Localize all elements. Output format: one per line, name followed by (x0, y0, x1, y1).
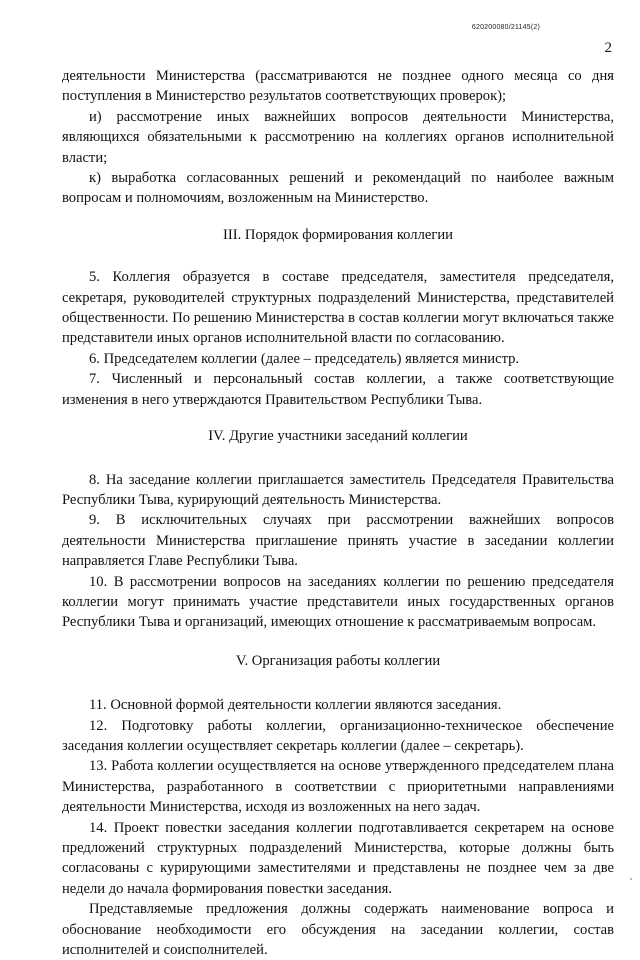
page-number: 2 (604, 40, 612, 56)
paragraph-item-i: и) рассмотрение иных важнейших вопросов деятельности Министерства, являющихся обязательными к рассмотрению на коллегиях органов исполнительной власти; (62, 108, 614, 166)
paragraph-14: 14. Проект повестки заседания коллегии подготавливается секретарем на основе предложений структурных подразделений Министерства, которые должны быть согласованы с курирующими заместителями и представлены не позднее чем за две недели до начала формирования повестки заседания. (62, 819, 614, 897)
paragraph-11: 11. Основной формой деятельности коллегии являются заседания. (89, 697, 502, 714)
paragraph-6: 6. Председателем коллегии (далее – председатель) является министр. (89, 350, 520, 367)
paragraph-continuation: деятельности Министерства (рассматриваются не позднее одного месяца со дня поступления в Министерство результатов соответствующих проверок); (62, 68, 614, 105)
section-heading-3: III. Порядок формирования коллегии (223, 226, 453, 243)
paragraph-5: 5. Коллегия образуется в составе председателя, заместителя председателя, секретаря, руководителей структурных подразделений Министерства, представителей общественности. По решению Министерства в состав коллегии могут включаться также представители иных органов исполнительной власти по согласованию. (62, 269, 614, 347)
paragraph-item-k: к) выработка согласованных решений и рекомендаций по наиболее важным вопросам и полномочиям, возложенным на Министерство. (62, 170, 614, 207)
paragraph-13: 13. Работа коллегии осуществляется на основе утвержденного председателем плана Министерства, разработанного в соответствии с приоритетными направлениями деятельности Министерства, исходя из возложенных на него задач. (62, 758, 614, 816)
paragraph-9: 9. В исключительных случаях при рассмотрении важнейших вопросов деятельности Министерства приглашение принять участие в заседании коллегии направляется Главе Республики Тыва. (62, 512, 614, 570)
document-id: 620200080/21145(2) (471, 24, 540, 31)
section-heading-4: IV. Другие участники заседаний коллегии (208, 428, 468, 445)
paragraph-10: 10. В рассмотрении вопросов на заседаниях коллегии по решению председателя коллегии могут принимать участие представители иных государственных органов Республики Тыва и организаций, имеющих отношение к рассматриваемым вопросам. (62, 573, 614, 631)
paragraph-7: 7. Численный и персональный состав коллегии, а также соответствующие изменения в него утверждаются Правительством Республики Тыва. (62, 371, 614, 408)
paragraph-8: 8. На заседание коллегии приглашается заместитель Председателя Правительства Республики Тыва, курирующий деятельность Министерства. (62, 471, 614, 508)
paragraph-12: 12. Подготовку работы коллегии, организационно-техническое обеспечение заседания коллегии осуществляет секретарь коллегии (далее – секретарь). (62, 717, 614, 754)
scan-speck (630, 878, 632, 880)
paragraph-proposals: Представляемые предложения должны содержать наименование вопроса и обоснование необходимости его обсуждения на заседании коллегии, состав исполнителей и соисполнителей. (62, 901, 614, 959)
section-heading-5: V. Организация работы коллегии (235, 652, 441, 669)
document-body (62, 66, 614, 960)
